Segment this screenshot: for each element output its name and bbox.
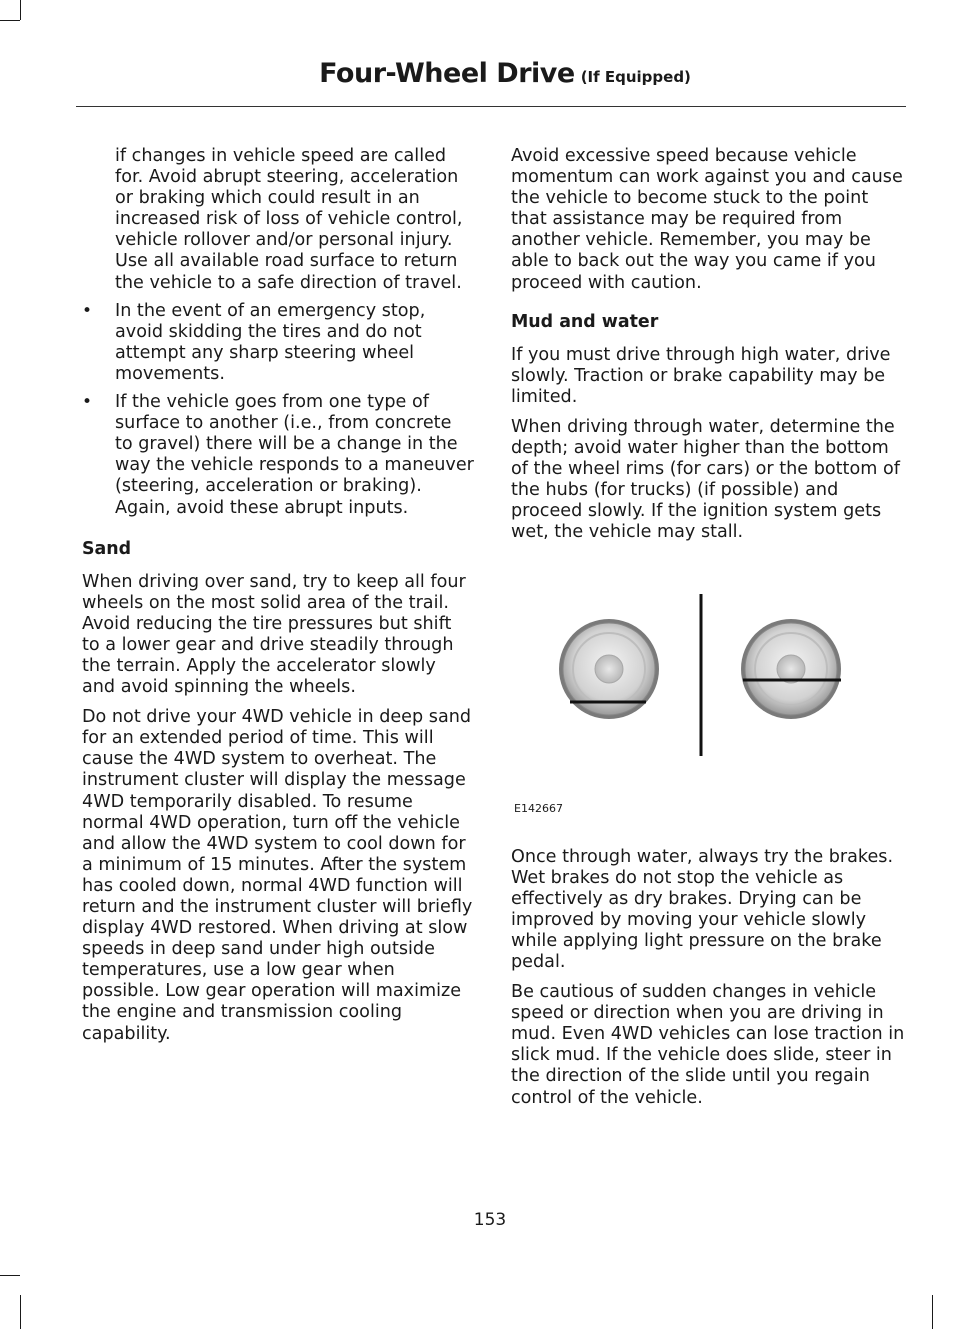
mud-paragraph-2: When driving through water, determine the depth; avoid water higher than the bottom of the wheel rims (for cars) or the bottom of the hubs (for trucks) (if possible) and proceed slowly. If the ignition system gets wet, the vehicle may stall. xyxy=(511,416,900,543)
crop-mark xyxy=(20,1295,21,1329)
bullet-icon: • xyxy=(82,300,93,321)
mud-caution-paragraph: Be cautious of sudden changes in vehicle speed or direction when you are driving in mud. Even 4WD vehicles can lose traction in slick mud. If the vehicle does slide, steer in the direction of the slide until you regain control of the vehicle. xyxy=(511,982,905,1108)
page-title: Four-Wheel Drive xyxy=(319,58,575,89)
right-column xyxy=(511,146,906,1118)
bullet-icon: • xyxy=(82,392,93,413)
truck-wheel-icon xyxy=(741,619,841,719)
section-heading-sand: Sand xyxy=(82,538,132,559)
speed-paragraph: Avoid excessive speed because vehicle momentum can work against you and cause the vehicle to become stuck to the point that assistance may be required from another vehicle. Remember, you may be able to back out the way you came if you proceed with caution. xyxy=(511,146,903,293)
intro-paragraph: if changes in vehicle speed are called for. Avoid abrupt steering, acceleration or braking which could result in an increased risk of loss of vehicle control, vehicle rollover and/or personal injury. Use all available road surface to return the vehicle to a safe direction of travel. xyxy=(115,146,463,293)
car-wheel-icon xyxy=(559,619,659,719)
list-item-text: In the event of an emergency stop, avoid skidding the tires and do not attempt any sharp steering wheel movements. xyxy=(115,300,426,384)
water-depth-figure xyxy=(511,572,906,847)
mud-paragraph-1: If you must drive through high water, drive slowly. Traction or brake capability may be limited. xyxy=(511,344,891,407)
crop-mark xyxy=(932,1295,933,1329)
list-item-text: If the vehicle goes from one type of surface to another (i.e., from concrete to gravel) there will be a change in the way the vehicle responds to a maneuver (steering, acceleration or braking). Again, avoid these abrupt inputs. xyxy=(115,392,474,518)
page-header xyxy=(76,52,906,107)
brakes-paragraph: Once through water, always try the brakes. Wet brakes do not stop the vehicle as effectively as dry brakes. Drying can be improved by moving your vehicle slowly while applying light pressure on the brake pedal. xyxy=(511,846,894,972)
sand-paragraph-2: Do not drive your 4WD vehicle in deep sand for an extended period of time. This will cause the 4WD system to overheat. The instrument cluster will display the message 4WD temporarily disabled. To resume normal 4WD operation, turn off the vehicle and allow the 4WD system to cool down for a minimum of 15 minutes. After the system has cooled down, normal 4WD function will return and the instrument cluster will briefly display 4WD restored. When driving at slow speeds in deep sand under high outside temperatures, use a low gear when possible. Low gear operation will maximize the engine and transmission cooling capability. xyxy=(82,707,473,1044)
crop-mark xyxy=(20,0,21,20)
list-item xyxy=(82,392,474,519)
crop-mark xyxy=(0,20,20,21)
crop-mark xyxy=(0,1275,20,1276)
sand-paragraph-1: When driving over sand, try to keep all four wheels on the most solid area of the trail. Avoid reducing the tire pressures but shift to a lower gear and drive steadily through the terrain. Apply the accelerator slowly and avoid spinning the wheels. xyxy=(82,571,466,698)
section-heading-mud-water: Mud and water xyxy=(511,311,659,332)
wheel-water-level-illustration xyxy=(551,594,851,764)
page-number: 153 xyxy=(473,1210,507,1230)
list-item xyxy=(82,301,474,385)
figure-code: E142667 xyxy=(514,801,563,815)
left-column xyxy=(82,146,474,1054)
page-subtitle: (If Equipped) xyxy=(580,68,691,86)
